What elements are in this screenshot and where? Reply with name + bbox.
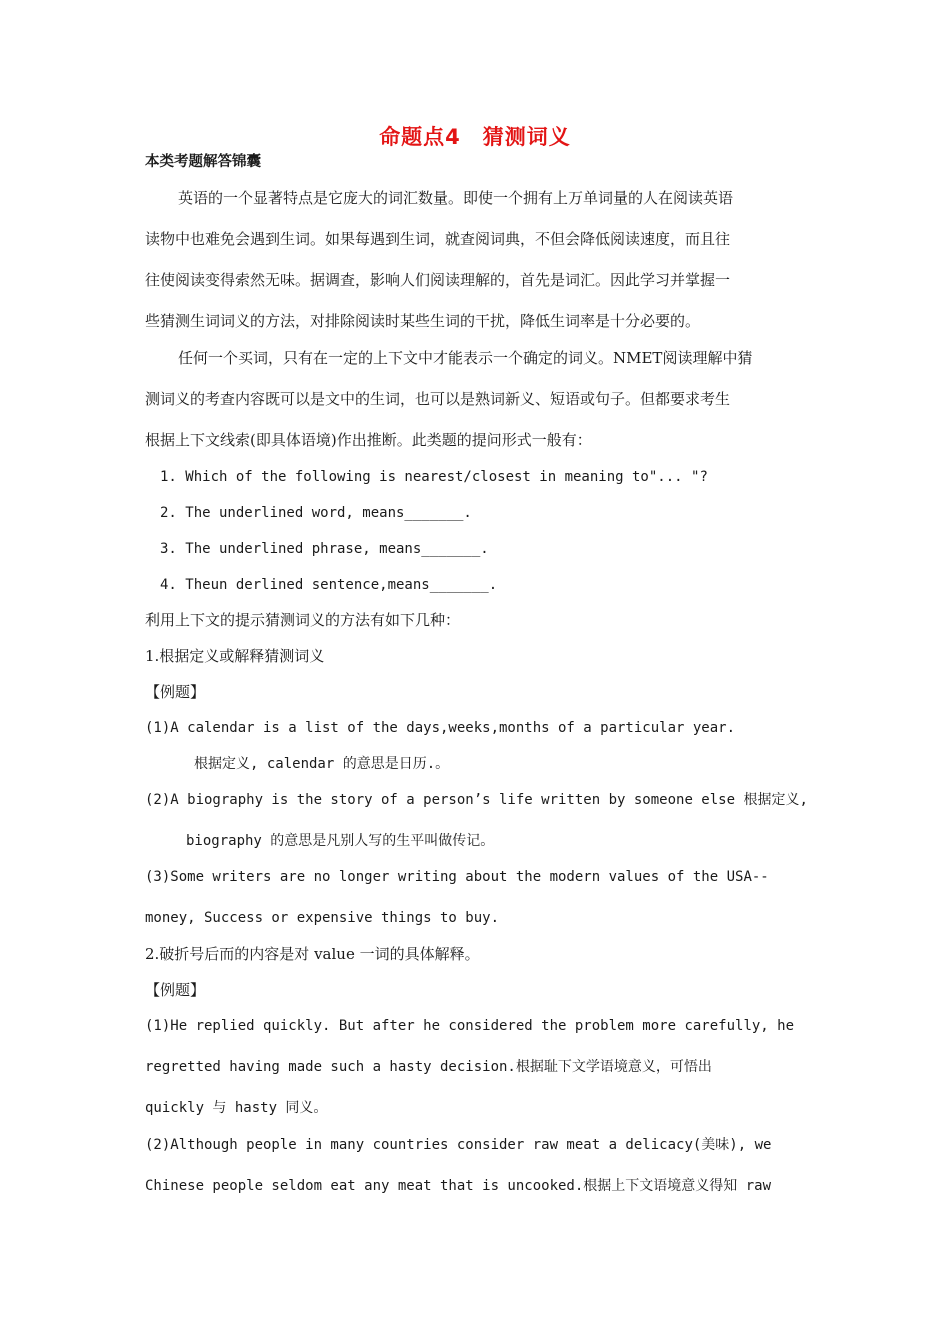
example-sentence: (3)Some writers are no longer writing about the modern values of the USA--: [145, 869, 769, 885]
intro-line: 英语的一个显著特点是它庞大的词汇数量。即使一个拥有上万单词量的人在阅读英语: [178, 189, 734, 207]
method-heading: 1.根据定义或解释猜测词义: [145, 647, 325, 665]
intro-line: 往使阅读变得索然无味。据调查，影响人们阅读理解的，首先是词汇。因此学习并掌握一: [145, 271, 731, 289]
example-sentence: (1)He replied quickly. But after he considered the problem more carefully, he: [145, 1018, 795, 1034]
question-form-item: 1. Which of the following is nearest/closest in meaning to"... "?: [160, 469, 708, 485]
methods-intro: 利用上下文的提示猜测词义的方法有如下几种：: [145, 611, 461, 629]
question-form-item: 3. The underlined phrase, means_______.: [160, 541, 489, 557]
example-sentence: regretted having made such a hasty decision.根据耻下文学语境意义，可悟出: [145, 1059, 712, 1075]
page-title: 命题点4 猜测词义: [379, 125, 571, 149]
example-sentence: (2)A biography is the story of a person’s life written by someone else 根据定义,: [145, 792, 808, 808]
intro-line: 任何一个买词，只有在一定的上下文中才能表示一个确定的词义。NMET阅读理解中猜: [178, 349, 753, 367]
example-note: 根据定义, calendar 的意思是日历.。: [194, 756, 450, 772]
example-sentence: Chinese people seldom eat any meat that is uncooked.根据上下文语境意义得知 raw: [145, 1178, 772, 1194]
intro-line: 读物中也难免会遇到生词。如果每遇到生词，就查阅词典，不但会降低阅读速度，而且往: [145, 230, 731, 248]
section-heading: 本类考题解答锦囊: [145, 154, 261, 170]
method-heading: 2.破折号后而的内容是对 value 一词的具体解释。: [145, 945, 480, 963]
example-sentence: quickly 与 hasty 同义。: [145, 1100, 328, 1116]
intro-line: 些猜测生词词义的方法，对排除阅读时某些生词的干扰，降低生词率是十分必要的。: [145, 312, 701, 330]
question-form-item: 2. The underlined word, means_______.: [160, 505, 472, 521]
intro-line: 测词义的考查内容既可以是文中的生词，也可以是熟词新义、短语或句子。但都要求考生: [145, 390, 731, 408]
example-tag: 【例题】: [145, 981, 206, 999]
example-sentence: (2)Although people in many countries consider raw meat a delicacy(美味), we: [145, 1137, 772, 1153]
example-tag: 【例题】: [145, 683, 206, 701]
example-sentence: (1)A calendar is a list of the days,weeks,months of a particular year.: [145, 720, 736, 736]
example-note: biography 的意思是凡别人写的生平叫做传记。: [186, 833, 495, 849]
example-sentence: money, Success or expensive things to buy.: [145, 910, 500, 926]
question-form-item: 4. Theun derlined sentence,means_______.: [160, 577, 498, 593]
intro-line: 根据上下文线索(即具体语境)作出推断。此类题的提问形式一般有：: [145, 431, 592, 449]
